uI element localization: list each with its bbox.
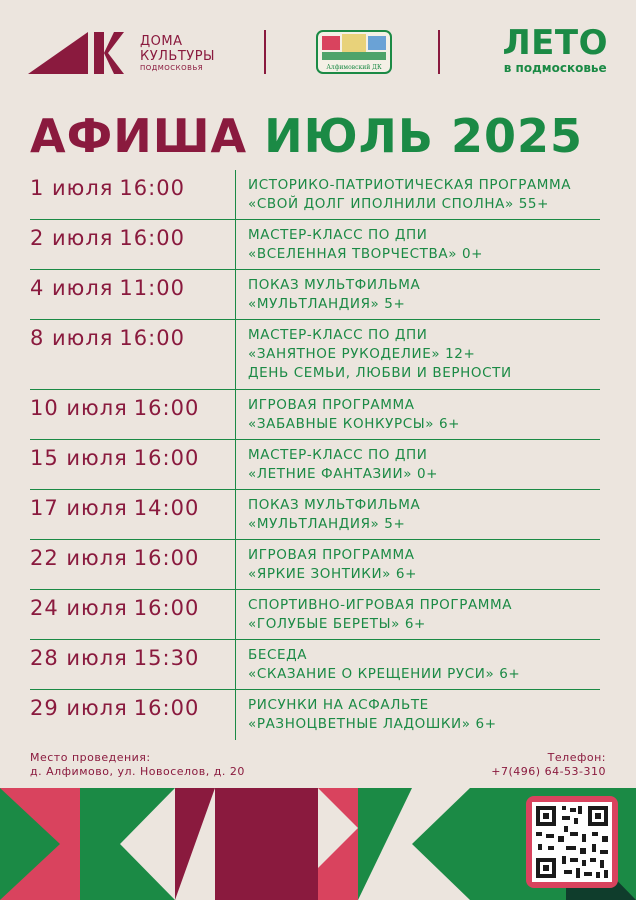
event-line: «ЯРКИЕ ЗОНТИКИ» 6+ [248, 566, 417, 582]
event-time: 11:00 [119, 276, 185, 300]
phone-number: +7(496) 64-53-310 [491, 765, 606, 778]
emblem-text: Алфимовский ДК [326, 64, 382, 71]
event-description [235, 270, 600, 320]
title-month: ИЮЛЬ 2025 [264, 109, 583, 163]
event-time: 16:00 [119, 226, 185, 250]
campaign-title: ЛЕТО [502, 23, 608, 63]
qr-code-icon[interactable] [526, 796, 618, 888]
event-description [235, 490, 600, 540]
event-date: 24 июля [30, 596, 128, 620]
event-line: БЕСЕДА [248, 647, 308, 663]
event-time: 16:00 [133, 696, 200, 720]
event-line: МАСТЕР-КЛАСС ПО ДПИ [248, 327, 428, 343]
org-name-line1: ДОМА [140, 34, 183, 49]
event-line: ИГРОВАЯ ПРОГРАММА [248, 547, 415, 563]
event-time: 15:30 [133, 646, 200, 670]
event-datetime [30, 540, 235, 570]
event-description [235, 320, 600, 389]
event-time: 16:00 [133, 596, 200, 620]
event-date: 29 июля [30, 696, 128, 720]
header [0, 0, 636, 105]
header-divider [264, 30, 266, 74]
event-description [235, 640, 600, 690]
schedule-row [30, 490, 600, 540]
event-line: «ЗАБАВНЫЕ КОНКУРСЫ» 6+ [248, 416, 461, 432]
event-line: «ГОЛУБЫЕ БЕРЕТЫ» 6+ [248, 616, 426, 632]
event-line: «ЛЕТНИЕ ФАНТАЗИИ» 0+ [248, 466, 439, 482]
event-date: 1 июля [30, 176, 114, 200]
event-line: ИСТОРИКО-ПАТРИОТИЧЕСКАЯ ПРОГРАММА [248, 177, 572, 193]
event-line: МАСТЕР-КЛАСС ПО ДПИ [248, 447, 428, 463]
event-datetime [30, 220, 235, 250]
event-line: ИГРОВАЯ ПРОГРАММА [248, 397, 415, 413]
event-line: «ВСЕЛЕННАЯ ТВОРЧЕСТВА» 0+ [248, 246, 484, 262]
org-name [140, 34, 240, 64]
event-time: 16:00 [119, 176, 185, 200]
event-description [235, 540, 600, 590]
event-line: «РАЗНОЦВЕТНЫЕ ЛАДОШКИ» 6+ [248, 716, 497, 732]
event-line: СПОРТИВНО-ИГРОВАЯ ПРОГРАММА [248, 597, 513, 613]
page-title [30, 108, 583, 164]
event-line: «МУЛЬТЛАНДИЯ» 5+ [248, 296, 406, 312]
event-description [235, 690, 600, 740]
event-date: 2 июля [30, 226, 114, 250]
schedule-row [30, 640, 600, 690]
schedule-row [30, 540, 600, 590]
event-datetime [30, 640, 235, 670]
emblem-icon [316, 30, 392, 74]
event-date: 10 июля [30, 396, 128, 420]
event-date: 28 июля [30, 646, 128, 670]
dk-logo-icon [28, 32, 124, 74]
schedule-row [30, 690, 600, 740]
event-datetime [30, 170, 235, 200]
event-line: «СКАЗАНИЕ О КРЕЩЕНИИ РУСИ» 6+ [248, 666, 521, 682]
schedule-row [30, 590, 600, 640]
event-line: «СВОЙ ДОЛГ ИПОЛНИЛИ СПОЛНА» 55+ [248, 196, 550, 212]
event-datetime [30, 690, 235, 720]
org-name-line2: КУЛЬТУРЫ [140, 49, 216, 64]
venue-info [30, 751, 245, 779]
event-time: 16:00 [133, 446, 200, 470]
event-line: ДЕНЬ СЕМЬИ, ЛЮБВИ И ВЕРНОСТИ [248, 365, 512, 381]
event-description [235, 170, 600, 220]
event-time: 16:00 [133, 546, 200, 570]
event-datetime [30, 320, 235, 350]
schedule-row [30, 320, 600, 390]
event-datetime [30, 440, 235, 470]
schedule-row [30, 170, 600, 220]
title-afisha: АФИША [30, 109, 248, 163]
event-date: 22 июля [30, 546, 128, 570]
phone-label: Телефон: [547, 751, 606, 764]
event-description [235, 390, 600, 440]
schedule-row [30, 220, 600, 270]
event-line: ПОКАЗ МУЛЬТФИЛЬМА [248, 277, 421, 293]
event-datetime [30, 590, 235, 620]
phone-info [491, 751, 606, 779]
venue-address: д. Алфимово, ул. Новоселов, д. 20 [30, 765, 245, 778]
event-time: 16:00 [119, 326, 185, 350]
campaign-subtitle: в подмосковье [503, 61, 607, 75]
schedule-row [30, 270, 600, 320]
event-line: «МУЛЬТЛАНДИЯ» 5+ [248, 516, 406, 532]
event-line: «ЗАНЯТНОЕ РУКОДЕЛИЕ» 12+ [248, 346, 476, 362]
event-date: 8 июля [30, 326, 114, 350]
event-description [235, 440, 600, 490]
schedule-table [30, 170, 600, 740]
event-date: 4 июля [30, 276, 114, 300]
venue-label: Место проведения: [30, 751, 151, 764]
event-description [235, 220, 600, 270]
org-subtitle: ПОДМОСКОВЬЯ [140, 64, 204, 72]
schedule-row [30, 390, 600, 440]
event-datetime [30, 270, 235, 300]
header-divider [438, 30, 440, 74]
schedule-row [30, 440, 600, 490]
event-date: 17 июля [30, 496, 128, 520]
event-line: МАСТЕР-КЛАСС ПО ДПИ [248, 227, 428, 243]
event-date: 15 июля [30, 446, 128, 470]
campaign-logo [502, 24, 608, 75]
event-description [235, 590, 600, 640]
event-datetime [30, 490, 235, 520]
event-line: РИСУНКИ НА АСФАЛЬТЕ [248, 697, 429, 713]
event-line: ПОКАЗ МУЛЬТФИЛЬМА [248, 497, 421, 513]
event-time: 16:00 [133, 396, 200, 420]
event-datetime [30, 390, 235, 420]
event-time: 14:00 [133, 496, 200, 520]
